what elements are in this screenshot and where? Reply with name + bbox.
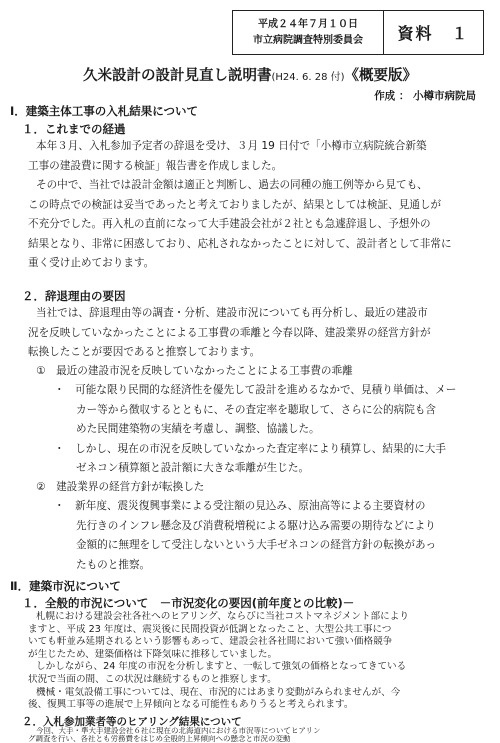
section-1-2-heading: ２．辞退理由の要因 bbox=[22, 289, 126, 303]
section-1-2-intro bbox=[28, 304, 484, 363]
section-1-heading: Ⅰ．建築主体工事の入札結果について bbox=[10, 104, 199, 118]
para-line: 状況で当面の間、この状況は継続するものと推察します。 bbox=[28, 673, 277, 685]
para-line: いても軒並み延期されるという影響もあって、建設会社各社間において強い価格競争 bbox=[28, 636, 393, 648]
section-2-1-heading: １．全般的市況について －市況変化の要因(前年度との比較)－ bbox=[22, 596, 355, 610]
item-1-heading: ① 最近の建設市況を反映していなかったことによる工事費の乖離 bbox=[36, 365, 353, 377]
section-2-heading: Ⅱ．建築市況について bbox=[10, 579, 121, 593]
bullet-line: ・ 可能な限り民間的な経済性を優先して設計を進めるなかで、見積り単価は、メー bbox=[54, 384, 457, 396]
item-2-body bbox=[54, 497, 484, 575]
para-line: ますと、平成 23 年度は、震災後に民間投資が低調となったこと、大型公共工事につ bbox=[28, 623, 392, 635]
title-suffix: 《概要版》 bbox=[344, 68, 418, 84]
title-main: 久米設計の設計見直し説明書 bbox=[82, 68, 272, 84]
section-2-2-heading: ２．入札参加業者等のヒアリング結果について bbox=[22, 716, 242, 728]
document-title bbox=[0, 64, 500, 85]
bullet-line: 金額的に無理をして受注しないという大手ゼネコンの経営方針の転換があっ bbox=[76, 539, 437, 551]
document-header-box bbox=[232, 10, 484, 55]
title-date-note: (H24. 6. 28 付) bbox=[271, 72, 345, 83]
bullet-line: カー等から徴収するとともに、その査定率を聴取して、さらに公的病院も含 bbox=[76, 403, 436, 416]
document-author: 作成 ： 小樽市病院局 bbox=[374, 90, 476, 102]
section-2-2-body bbox=[28, 727, 484, 743]
para-line: その中で、当社では設計金額は適正と判断し、過去の同種の施工例等から見ても、 bbox=[36, 179, 428, 191]
para-line: この時点での検証は妥当であったと考えておりましたが、結果としては検証、見通しが bbox=[28, 198, 442, 211]
para-line: 今回、大手・準大手建設会社６社に現在の北海道内における市況等についてヒアリン bbox=[36, 727, 321, 735]
para-line: 当社では、辞退理由等の調査・分析、建設市況についても再分析し、最近の建設市 bbox=[36, 307, 428, 319]
header-meta bbox=[233, 11, 384, 54]
para-line: が生じたため、建築価格は下降気味に推移していました。 bbox=[28, 648, 278, 660]
bullet-line: 先行きのインフレ懸念及び消費税増税による駆け込み需要の期待などにより bbox=[76, 519, 436, 532]
section-1-1-heading: １．これまでの経過 bbox=[22, 122, 126, 136]
para-line: 転換したことが要因であると推察しております。 bbox=[28, 346, 261, 358]
item-2 bbox=[36, 478, 484, 498]
item-2-heading: ② 建設業界の経営方針が転換した bbox=[36, 481, 205, 493]
header-date: 平成２４年７月１０日 bbox=[258, 18, 358, 30]
section-2-1 bbox=[22, 595, 500, 611]
para-line: 不充分でした。再入札の直前になって大手建設会社が２社とも急遽辞退し、予想外の bbox=[28, 218, 431, 230]
para-line: 況を反映していなかったことによる工事費の乖離と今春以降、建設業界の経営方針が bbox=[28, 326, 431, 339]
bullet-line: ・ しかし、現在の市況を反映していなかった査定率により積算し、結果的に大手 bbox=[54, 442, 446, 455]
section-1-2 bbox=[22, 288, 500, 304]
para-line: 本年３月、入札参加予定者の辞退を受け、３月 19 日付で「小樽市立病院統合新築 bbox=[36, 140, 427, 152]
bullet-line: めた民間建築物の実績を考慮し、調整、協議した。 bbox=[76, 423, 320, 435]
para-line: 結果となり、非常に困惑しており、応札されなかったことに対して、設計者として非常に bbox=[28, 237, 452, 250]
section-2-heading-wrap bbox=[10, 578, 500, 594]
para-line: 後、復興工事等の進展で上昇傾向となる可能性もありうると考えられます。 bbox=[28, 699, 354, 711]
para-line: しかしながら、24 年度の市況を分析しますと、一転して強気の価格となってきている bbox=[36, 661, 407, 673]
item-1-body bbox=[54, 381, 484, 479]
section-1-heading-wrap bbox=[10, 103, 500, 119]
section-2-1-body bbox=[28, 611, 484, 712]
para-line: 重く受け止めております。 bbox=[28, 257, 155, 269]
document-label: 資料 １ bbox=[397, 24, 470, 43]
section-1-1-body bbox=[28, 137, 484, 274]
section-1-1 bbox=[22, 121, 500, 137]
bullet-line: ・ 新年度、震災復興事業による受注額の見込み、原油高等による主要資材の bbox=[54, 500, 426, 512]
header-committee: 市立病院調査特別委員会 bbox=[253, 34, 363, 46]
para-line: 札幌における建設会社各社へのヒアリング、ならびに当社コストマネジメント部により bbox=[36, 611, 409, 622]
para-line: 工事の建設費に関する検証」報告書を作成しました。 bbox=[28, 159, 283, 172]
bullet-line: たものと推察。 bbox=[76, 558, 151, 571]
bullet-line: ゼネコン積算額と設計額に大きな乖離が生じた。 bbox=[76, 462, 310, 474]
para-line: グ調査を行い、各社とも労務費をはじめ全般的上昇傾向への懸念と市況の変動 bbox=[28, 735, 291, 743]
item-1 bbox=[36, 362, 484, 382]
para-line: 機械・電気設備工事については、現在、市況的にはあまり変動がみられませんが、今 bbox=[36, 686, 401, 698]
